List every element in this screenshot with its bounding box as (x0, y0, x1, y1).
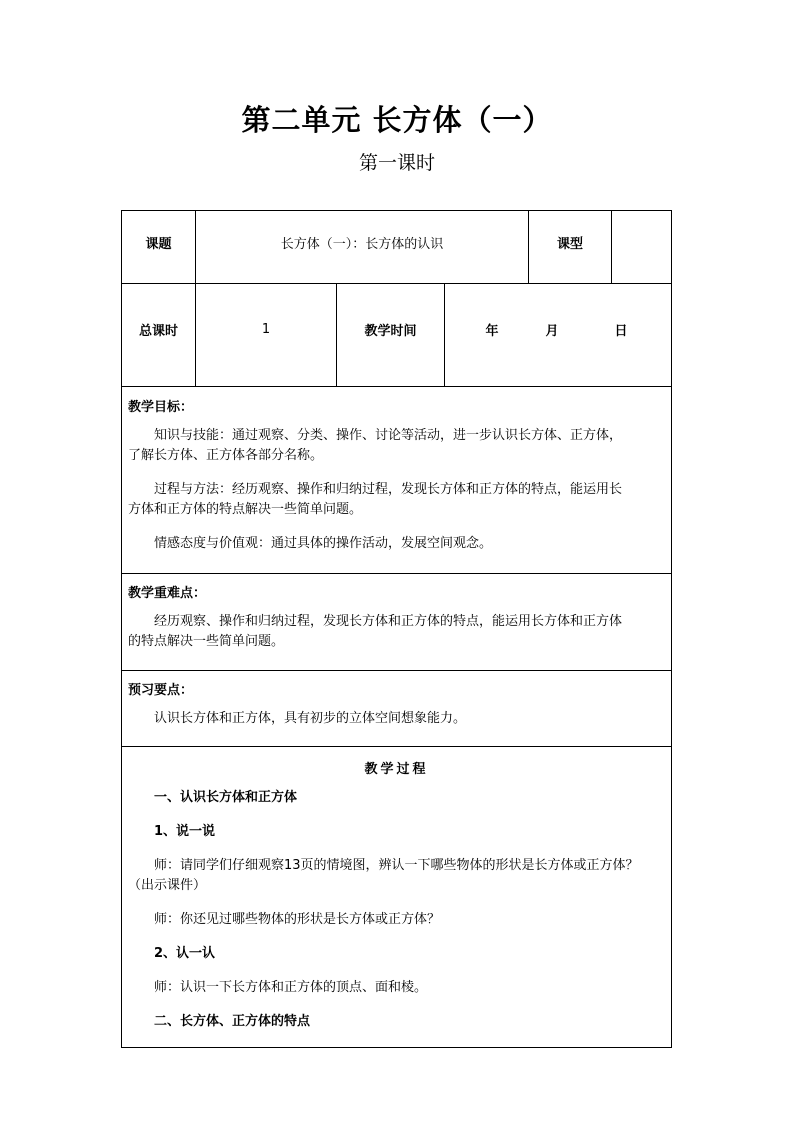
day-label: 日 (614, 323, 628, 339)
preview-heading: 预习要点： (128, 683, 194, 698)
process-part2: 二、长方体、正方体的特点 (154, 1014, 311, 1029)
row-divider (122, 746, 671, 747)
process-section (128, 760, 665, 1032)
total-hours-label: 总课时 (138, 323, 178, 339)
objectives-section (128, 398, 665, 554)
process-step1: 1、说一说 (154, 824, 216, 839)
row-divider (122, 573, 671, 574)
topic-label: 课题 (145, 236, 172, 252)
row-divider (122, 386, 671, 387)
key-points-text: 经历观察、操作和归纳过程，发现长方体和正方体的特点，能运用长方体和正方体 (154, 614, 623, 629)
total-hours-value: 1 (261, 321, 271, 337)
key-points-section (128, 584, 665, 652)
preview-text: 认识长方体和正方体，具有初步的立体空间想象能力。 (154, 711, 467, 726)
year-label: 年 (485, 323, 499, 339)
topic-value: 长方体（一）：长方体的认识 (280, 236, 444, 252)
objective-process: 过程与方法：经历观察、操作和归纳过程，发现长方体和正方体的特点，能运用长 (154, 482, 623, 497)
row-divider (122, 670, 671, 671)
process-step2: 2、认一认 (154, 946, 216, 961)
preview-section (128, 681, 665, 729)
process-part1: 一、认识长方体和正方体 (154, 790, 298, 805)
col-divider (444, 283, 445, 386)
page-subtitle: 第一课时 (358, 152, 435, 174)
type-label: 课型 (556, 236, 583, 252)
process-heading: 教学过程 (364, 762, 429, 777)
objective-emotion: 情感态度与价值观：通过具体的操作活动，发展空间观念。 (154, 536, 493, 551)
month-label: 月 (545, 323, 559, 339)
process-question3: 师：认识一下长方体和正方体的顶点、面和棱。 (154, 980, 428, 995)
process-question1: 师：请同学们仔细观察13页的情境图，辨认一下哪些物体的形状是长方体或正方体？ (154, 858, 639, 873)
key-points-text-cont: 的特点解决一些简单问题。 (128, 634, 285, 649)
lesson-plan-table (121, 210, 672, 1048)
objective-knowledge-cont: 了解长方体、正方体各部分名称。 (128, 448, 324, 463)
objective-process-cont: 方体和正方体的特点解决一些简单问题。 (128, 502, 363, 517)
page-title: 第二单元 长方体（一） (241, 103, 553, 137)
objective-knowledge: 知识与技能：通过观察、分类、操作、讨论等活动，进一步认识长方体、正方体， (154, 428, 623, 443)
process-question2: 师：你还见过哪些物体的形状是长方体或正方体？ (154, 912, 441, 927)
process-question1-cont: （出示课件） (128, 878, 207, 893)
key-points-heading: 教学重难点： (128, 586, 207, 601)
objectives-heading: 教学目标： (128, 400, 194, 415)
type-value (612, 211, 672, 273)
teaching-time-label: 教学时间 (364, 323, 417, 339)
